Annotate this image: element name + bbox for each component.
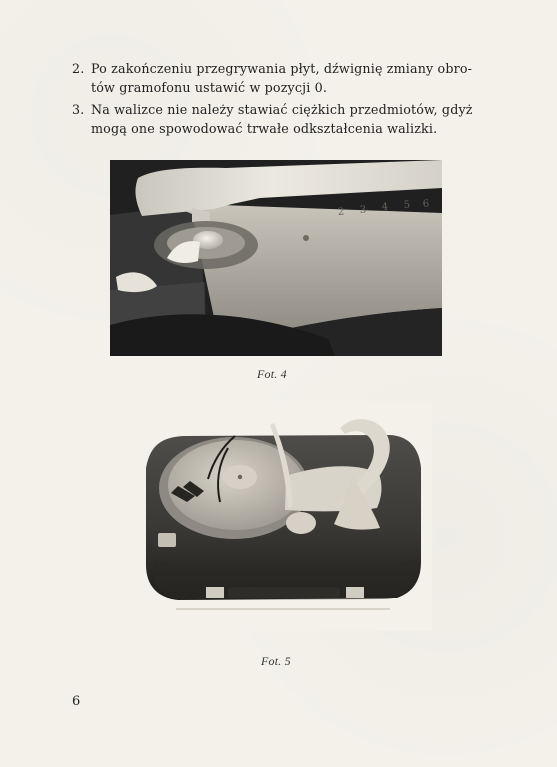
instruction-item-2 bbox=[72, 59, 500, 97]
page-number: 6 bbox=[72, 694, 81, 709]
gramophone-arm-photo bbox=[110, 160, 442, 356]
handle-clip-right bbox=[346, 587, 364, 598]
figure-caption-fot-5: Fot. 5 bbox=[261, 654, 291, 668]
instruction-number-3: 3. bbox=[72, 102, 85, 117]
instruction-item-3 bbox=[72, 100, 500, 138]
portable-gramophone-photo bbox=[132, 401, 432, 631]
speed-mark-4: 4 bbox=[381, 201, 389, 213]
figure-caption-fot-4: Fot. 4 bbox=[257, 367, 287, 381]
instruction-3-line-1: Na walizce nie należy stawiać ciężkich przedmiotów, gdyż bbox=[91, 102, 473, 117]
case-badge bbox=[158, 533, 176, 547]
pickup-knob bbox=[286, 512, 316, 534]
case-handle bbox=[228, 587, 340, 598]
plate-screw bbox=[303, 235, 309, 241]
instruction-list bbox=[72, 59, 500, 141]
instruction-number-2: 2. bbox=[72, 61, 85, 76]
speed-mark-5: 5 bbox=[403, 199, 411, 211]
instruction-2-line-1: Po zakończeniu przegrywania płyt, dźwignię zmiany obro- bbox=[91, 61, 473, 76]
handle-clip-left bbox=[206, 587, 224, 598]
instruction-2-line-2: tów gramofonu ustawić w pozycji 0. bbox=[91, 80, 328, 95]
spindle bbox=[238, 475, 242, 479]
instruction-3-line-2: mogą one spowodować trwałe odkształcenia walizki. bbox=[91, 121, 438, 136]
speed-mark-3: 3 bbox=[359, 204, 367, 216]
speed-mark-6: 6 bbox=[422, 198, 430, 210]
speed-mark-2: 2 bbox=[337, 206, 345, 218]
figure-fot-5 bbox=[132, 401, 432, 668]
figure-fot-4 bbox=[110, 160, 442, 381]
